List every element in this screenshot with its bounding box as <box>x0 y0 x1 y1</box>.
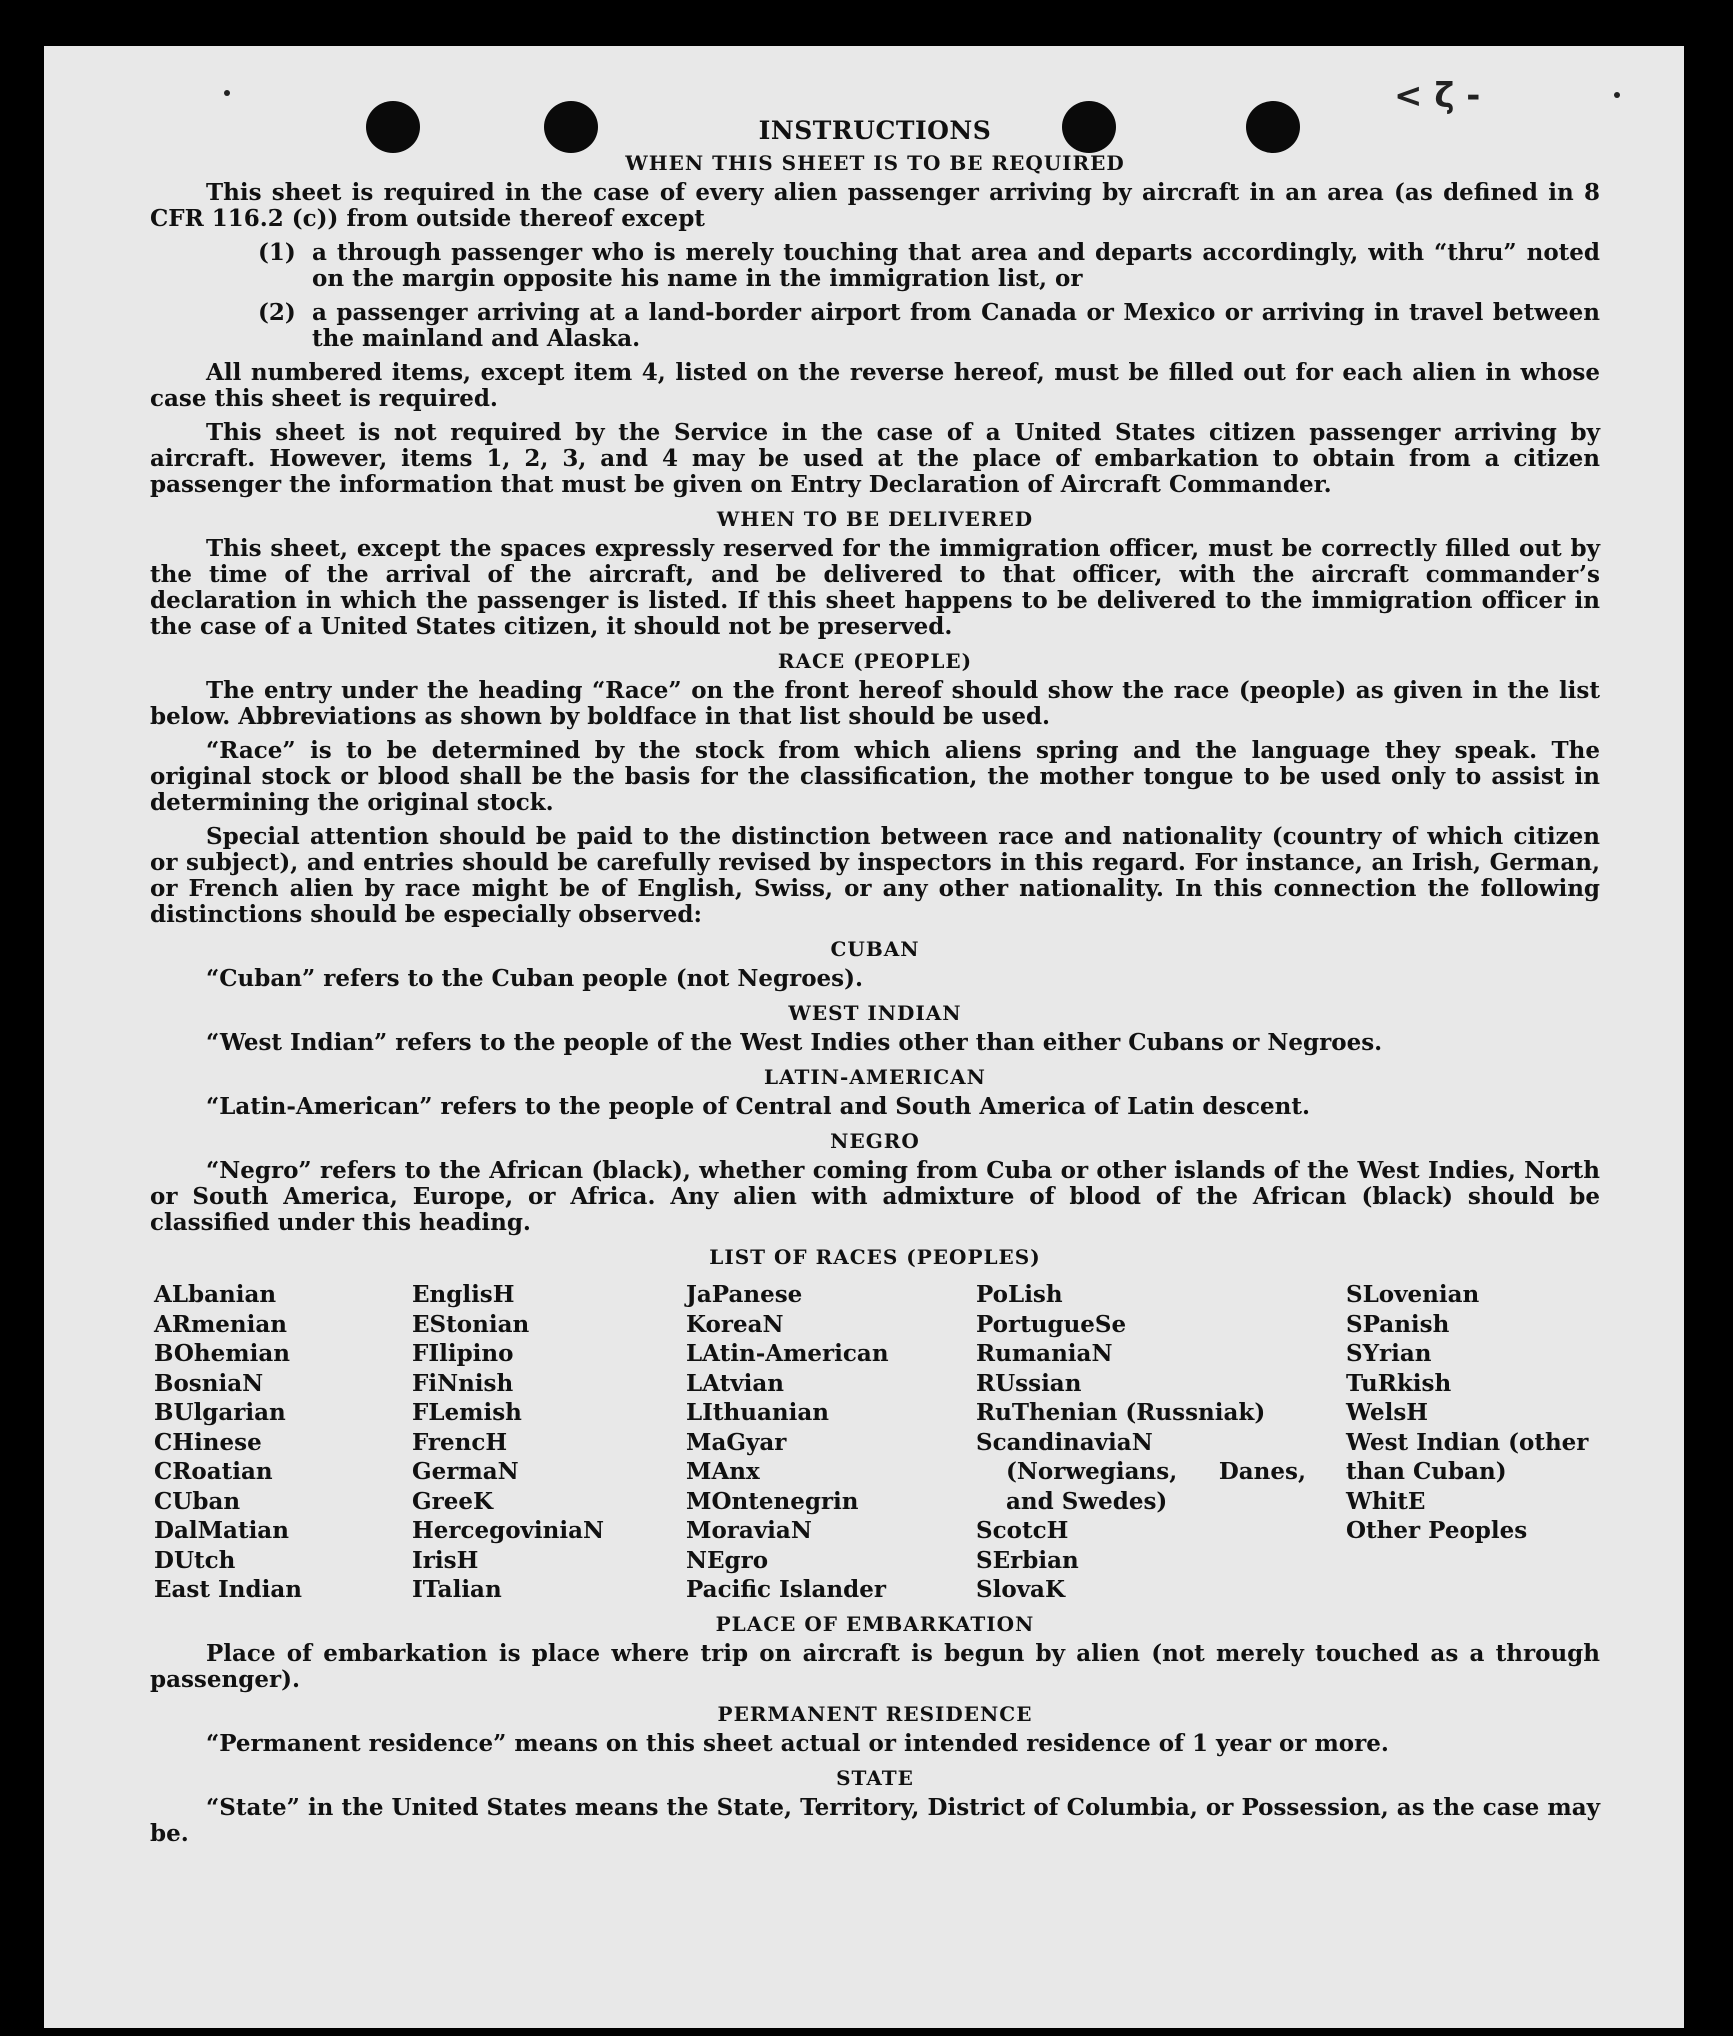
race-entry: MAnx <box>686 1458 760 1485</box>
race-entry: GreeK <box>412 1487 494 1515</box>
race-entry: LAtin-American <box>686 1340 889 1367</box>
handwritten-mark: < ζ - <box>1394 76 1481 116</box>
document-sheet <box>44 46 1684 2028</box>
race-entry: SlovaK <box>976 1576 1065 1603</box>
race-entry: ARmenian <box>154 1310 288 1338</box>
race-entry: WelsH <box>1346 1399 1429 1426</box>
race-entry: ALbanian <box>154 1281 277 1308</box>
section-heading: WHEN TO BE DELIVERED <box>716 507 1034 531</box>
race-entry: FrencH <box>412 1428 508 1456</box>
list-item <box>150 300 1600 352</box>
race-entry: HercegoviniaN <box>412 1517 605 1544</box>
race-column <box>976 1280 1346 1605</box>
race-entry: PortugueSe <box>976 1310 1127 1338</box>
race-entry: FIlipino <box>412 1340 514 1367</box>
paragraph: The entry under the heading “Race” on the front hereof should show the race (people) as given in the list below. Abbreviations as shown by boldface in that list should be used. <box>150 677 1600 730</box>
race-entry: PoLish <box>976 1281 1063 1308</box>
race-entry: BosniaN <box>154 1369 264 1397</box>
race-entry: SErbian <box>976 1546 1079 1574</box>
item-text: a passenger arriving at a land-border airport from Canada or Mexico or arriving in travel between the mainland and Alaska. <box>312 299 1600 352</box>
race-entry: KoreaN <box>686 1310 784 1338</box>
paragraph: This sheet, except the spaces expressly reserved for the immigration officer, must be correctly filled out by the time of the arrival of the aircraft, and be delivered to that officer, with the aircraft commander’s declaration in which the passenger is listed. If this sheet happens to be delivered to the immigration officer in the case of a United States citizen, it should not be preserved. <box>150 535 1600 640</box>
race-entry: SYrian <box>1346 1340 1432 1367</box>
section-heading: LIST OF RACES (PEOPLES) <box>709 1245 1041 1269</box>
race-column <box>412 1280 686 1605</box>
speck <box>224 90 230 96</box>
paragraph: Place of embarkation is place where trip on aircraft is begun by alien (not merely touched as a through passenger). <box>150 1639 1600 1693</box>
race-entry: ScandinaviaN (Norwegians, Danes, and Swedes) <box>976 1428 1306 1515</box>
section-heading: RACE (PEOPLE) <box>777 649 973 673</box>
race-entry: Pacific Islander <box>686 1576 886 1603</box>
race-list <box>154 1280 1600 1605</box>
paragraph: This sheet is not required by the Service in the case of a United States citizen passenger arriving by aircraft. However, items 1, 2, 3, and 4 may be used at the place of embarkation to obtain from a citizen passenger the information that must be given on Entry Declaration of Aircraft Commander. <box>150 419 1600 498</box>
race-entry: NEgro <box>686 1546 769 1574</box>
race-entry: RuThenian (Russniak) <box>976 1399 1266 1426</box>
race-entry: JaPanese <box>686 1281 803 1308</box>
race-entry: LIthuanian <box>686 1399 829 1426</box>
section-heading: LATIN-AMERICAN <box>764 1065 986 1089</box>
race-entry: MoraviaN <box>686 1517 812 1544</box>
paragraph: “Latin-American” refers to the people of Central and South America of Latin descent. <box>206 1093 1310 1120</box>
section-heading: STATE <box>836 1765 914 1790</box>
race-entry: TuRkish <box>1346 1369 1452 1397</box>
race-entry: MaGyar <box>686 1428 787 1456</box>
item-number: (2) <box>258 299 296 326</box>
paragraph: “Negro” refers to the African (black), whether coming from Cuba or other islands of the West Indies, North or South America, Europe, or Africa. Any alien with admixture of blood of the African (black) should be classified under this heading. <box>150 1157 1600 1236</box>
race-entry: EStonian <box>412 1310 530 1338</box>
race-entry: RUssian <box>976 1369 1082 1397</box>
race-entry: East Indian <box>154 1576 302 1603</box>
list-item <box>150 240 1600 292</box>
race-entry: CHinese <box>154 1428 262 1456</box>
speck <box>1614 92 1620 98</box>
race-entry: EnglisH <box>412 1281 515 1308</box>
race-entry: RumaniaN <box>976 1340 1113 1367</box>
race-entry: DalMatian <box>154 1517 289 1544</box>
paragraph: “State” in the United States means the State, Territory, District of Columbia, or Possession, as the case may be. <box>150 1793 1600 1847</box>
race-column <box>1346 1280 1604 1605</box>
section-heading: WHEN THIS SHEET IS TO BE REQUIRED <box>625 151 1125 175</box>
race-entry: ITalian <box>412 1576 502 1603</box>
race-entry: WhitE <box>1346 1487 1426 1515</box>
race-entry: LAtvian <box>686 1369 784 1397</box>
section-heading: CUBAN <box>830 937 920 961</box>
paragraph: “Cuban” refers to the Cuban people (not Negroes). <box>206 965 864 992</box>
race-entry: SLovenian <box>1346 1281 1480 1308</box>
section-heading: PERMANENT RESIDENCE <box>717 1701 1033 1726</box>
section-heading: PLACE OF EMBARKATION <box>715 1611 1035 1636</box>
race-entry: BUlgarian <box>154 1399 286 1426</box>
paragraph: All numbered items, except item 4, listed on the reverse hereof, must be filled out for each alien in whose case this sheet is required. <box>150 359 1600 412</box>
race-entry: GermaN <box>412 1458 519 1485</box>
race-entry: DUtch <box>154 1546 236 1574</box>
race-entry: BOhemian <box>154 1340 290 1367</box>
race-column <box>686 1280 976 1605</box>
race-entry: FLemish <box>412 1399 522 1426</box>
race-entry: SPanish <box>1346 1310 1450 1338</box>
page-title: INSTRUCTIONS <box>758 116 992 145</box>
race-entry: IrisH <box>412 1546 479 1574</box>
race-entry: ScotcH <box>976 1517 1069 1544</box>
item-text: a through passenger who is merely touching that area and departs accordingly, with “thru” noted on the margin opposite his name in the immigration list, or <box>312 239 1600 292</box>
item-number: (1) <box>258 239 296 266</box>
section-heading: WEST INDIAN <box>788 1001 962 1025</box>
paragraph: This sheet is required in the case of every alien passenger arriving by aircraft in an area (as defined in 8 CFR 116.2 (c)) from outside thereof except <box>150 179 1600 232</box>
race-entry: Other Peoples <box>1346 1517 1528 1544</box>
section-heading: NEGRO <box>830 1129 920 1153</box>
paragraph: “Race” is to be determined by the stock from which aliens spring and the language they speak. The original stock or blood shall be the basis for the classification, the mother tongue to be used only to assist in determining the original stock. <box>150 737 1600 816</box>
race-column <box>154 1280 412 1605</box>
paragraph: “West Indian” refers to the people of the West Indies other than either Cubans or Negroes. <box>206 1029 1383 1056</box>
race-entry: West Indian (other than Cuban) <box>1346 1428 1589 1485</box>
paragraph: “Permanent residence” means on this sheet actual or intended residence of 1 year or more. <box>206 1729 1389 1757</box>
instructions-content <box>150 118 1600 1855</box>
race-entry: CUban <box>154 1487 241 1515</box>
race-entry: MOntenegrin <box>686 1487 859 1515</box>
paragraph: Special attention should be paid to the distinction between race and nationality (country of which citizen or subject), and entries should be carefully revised by inspectors in this regard. For instance, an Irish, German, or French alien by race might be of English, Swiss, or any other nationality. In this connection the following distinctions should be especially observed: <box>150 823 1600 928</box>
race-entry: CRoatian <box>154 1458 273 1485</box>
race-entry: FiNnish <box>412 1369 514 1397</box>
